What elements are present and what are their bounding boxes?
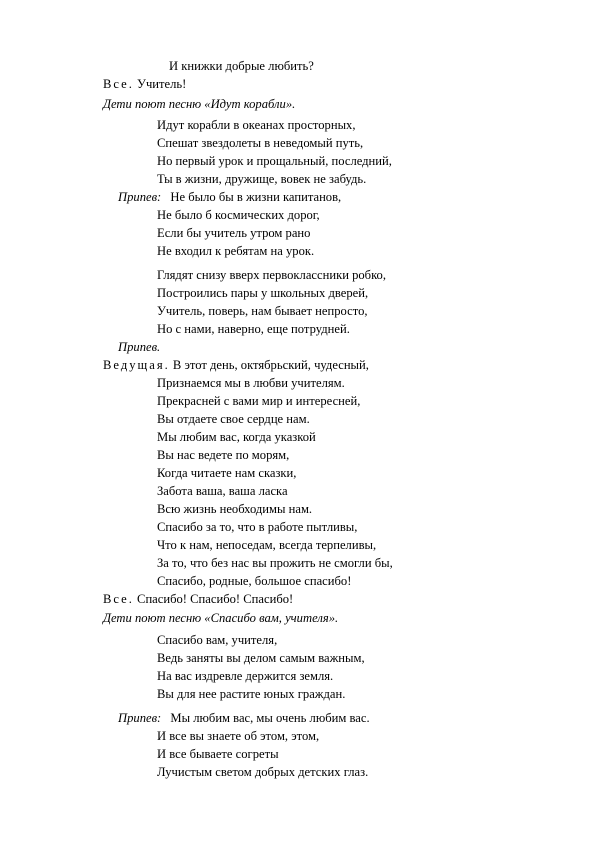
- verse-line: Лучистым светом добрых детских глаз.: [157, 765, 369, 779]
- verse-line: И все бываете согреты: [157, 747, 279, 761]
- stage-direction: Дети поют песню «Идут корабли».: [103, 97, 296, 111]
- speaker-name: Все.: [103, 592, 134, 606]
- verse-line: И все вы знаете об этом, этом,: [157, 729, 320, 743]
- verse-line: Что к нам, непоседам, всегда терпеливы,: [157, 538, 377, 552]
- stage-direction: Дети поют песню «Спасибо вам, учителя».: [103, 611, 339, 625]
- chorus-label: Припев:: [118, 711, 162, 725]
- chorus-text: Не было бы в жизни капитанов,: [170, 190, 342, 204]
- verse-line: Но первый урок и прощальный, последний,: [157, 154, 392, 168]
- verse-line: Глядят снизу вверх первоклассники робко,: [157, 268, 387, 282]
- verse-line: Но с нами, наверно, еще потрудней.: [157, 322, 350, 336]
- verse-line: Всю жизнь необходимы нам.: [157, 502, 313, 516]
- verse-line: Прекрасней с вами мир и интересней,: [157, 394, 361, 408]
- verse-line: Учитель, поверь, нам бывает непросто,: [157, 304, 368, 318]
- verse-line: Спасибо, родные, большое спасибо!: [157, 574, 352, 588]
- verse-line: Спасибо за то, что в работе пытливы,: [157, 520, 358, 534]
- verse-line: Не входил к ребятам на урок.: [157, 244, 315, 258]
- verse-line: Построились пары у школьных дверей,: [157, 286, 369, 300]
- verse-line: Идут корабли в океанах просторных,: [157, 118, 356, 132]
- chorus-label: Припев.: [118, 340, 161, 354]
- verse-line: Признаемся мы в любви учителям.: [157, 376, 345, 390]
- speaker-text: Учитель!: [137, 77, 187, 91]
- speaker-line: [103, 75, 186, 93]
- speaker-line: [103, 590, 293, 608]
- verse-line: За то, что без нас вы прожить не смогли бы,: [157, 556, 393, 570]
- speaker-name: Все.: [103, 77, 134, 91]
- verse-line: На вас издревле держится земля.: [157, 669, 334, 683]
- chorus-text: Мы любим вас, мы очень любим вас.: [170, 711, 370, 725]
- verse-line: Вы отдаете свое сердце нам.: [157, 412, 310, 426]
- verse-line: Ты в жизни, дружище, вовек не забудь.: [157, 172, 367, 186]
- chorus-line: [118, 188, 341, 206]
- speaker-name: Ведущая.: [103, 358, 170, 372]
- speaker-text: Спасибо! Спасибо! Спасибо!: [137, 592, 294, 606]
- verse-line: Если бы учитель утром рано: [157, 226, 311, 240]
- speaker-line: [103, 356, 369, 374]
- verse-line: Вы нас ведете по морям,: [157, 448, 290, 462]
- verse-line: Вы для нее растите юных граждан.: [157, 687, 346, 701]
- verse-line: Ведь заняты вы делом самым важным,: [157, 651, 365, 665]
- verse-line: Мы любим вас, когда указкой: [157, 430, 316, 444]
- verse-line: Когда читаете нам сказки,: [157, 466, 297, 480]
- speaker-text: В этот день, октябрьский, чудесный,: [172, 358, 369, 372]
- verse-line: Спасибо вам, учителя,: [157, 633, 278, 647]
- verse-line: Спешат звездолеты в неведомый путь,: [157, 136, 364, 150]
- verse-line: Не было б космических дорог,: [157, 208, 320, 222]
- chorus-line: [118, 709, 370, 727]
- chorus-label: Припев:: [118, 190, 162, 204]
- verse-line: Забота ваша, ваша ласка: [157, 484, 288, 498]
- text-line: И книжки добрые любить?: [169, 59, 314, 73]
